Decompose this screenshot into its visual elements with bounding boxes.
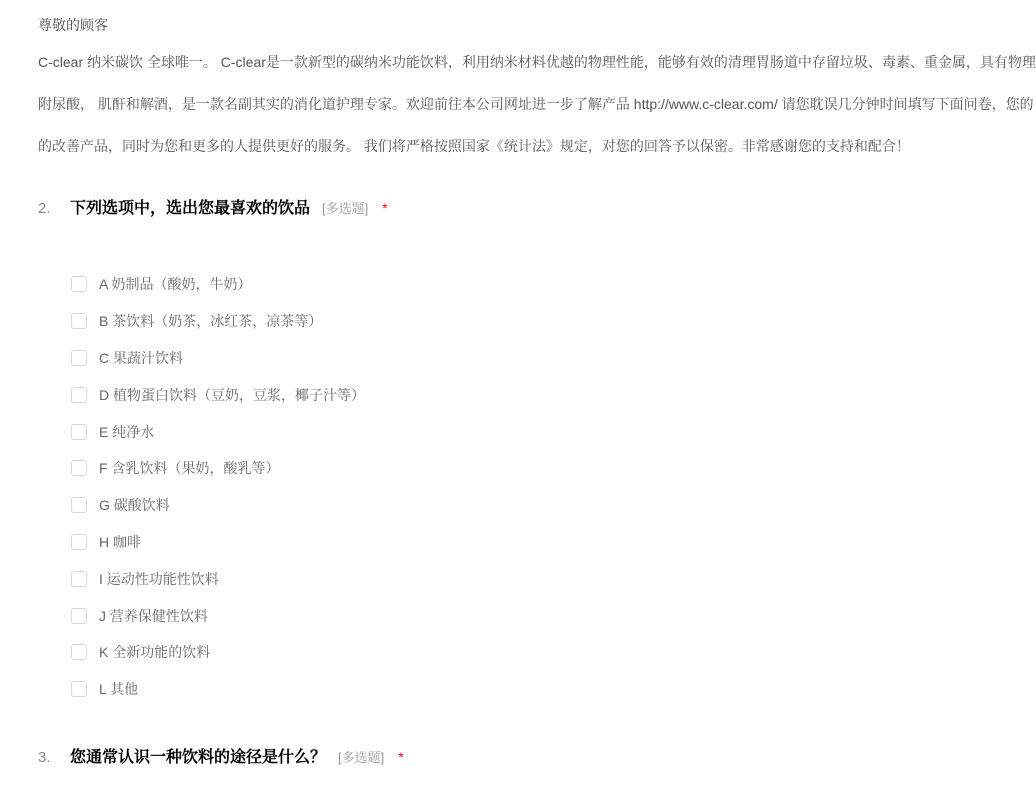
- option-checkbox[interactable]: [71, 276, 87, 292]
- intro-line: C-clear 纳米碳饮 全球唯一。 C-clear是一款新型的碳纳米功能饮料，利用纳米材料优越的物理性能，能够有效的清理胃肠道中存留垃圾、毒素、重金属，具有物理: [38, 54, 1036, 70]
- option-label[interactable]: K 全新功能的饮料: [99, 644, 211, 661]
- question-2: [38, 197, 900, 708]
- option-label[interactable]: G 碳酸饮料: [99, 497, 170, 514]
- option-label[interactable]: I 运动性功能性饮料: [99, 570, 219, 587]
- option-row[interactable]: [71, 413, 900, 450]
- option-label[interactable]: L 其他: [99, 681, 139, 698]
- option-label[interactable]: J 营养保健性饮料: [99, 607, 208, 624]
- option-label[interactable]: H 咖啡: [99, 533, 141, 550]
- option-row[interactable]: [71, 376, 900, 413]
- option-row[interactable]: [71, 634, 900, 671]
- option-checkbox[interactable]: [71, 534, 87, 550]
- option-checkbox[interactable]: [71, 460, 87, 476]
- option-label[interactable]: D 植物蛋白饮料（豆奶，豆浆，椰子汁等）: [99, 386, 365, 403]
- intro-line: 附尿酸， 肌酐和解酒，是一款名副其实的消化道护理专家。欢迎前往本公司网址进一步了解产品 http://www.c-clear.com/ 请您耽误几分钟时间填写下面问卷，您的: [38, 96, 1034, 112]
- option-checkbox[interactable]: [71, 608, 87, 624]
- option-checkbox[interactable]: [71, 571, 87, 587]
- question-type-tag: [多选题]: [338, 749, 385, 765]
- question-2-options: [71, 266, 900, 708]
- question-title: 下列选项中，选出您最喜欢的饮品: [70, 200, 311, 217]
- option-label[interactable]: E 纯净水: [99, 423, 155, 440]
- option-row[interactable]: [71, 303, 900, 340]
- option-checkbox[interactable]: [71, 387, 87, 403]
- greeting-text: 尊敬的顾客: [38, 17, 108, 33]
- option-row[interactable]: [71, 266, 900, 303]
- required-asterisk: *: [398, 748, 404, 765]
- option-checkbox[interactable]: [71, 424, 87, 440]
- question-2-header: [38, 197, 900, 220]
- question-number: 3.: [38, 748, 51, 766]
- required-asterisk: *: [382, 200, 388, 216]
- option-checkbox[interactable]: [71, 350, 87, 366]
- intro-paragraph: [38, 41, 1036, 167]
- option-row[interactable]: [71, 340, 900, 377]
- option-checkbox[interactable]: [71, 644, 87, 660]
- option-checkbox[interactable]: [71, 313, 87, 329]
- option-label[interactable]: F 含乳饮料（果奶，酸乳等）: [99, 460, 280, 477]
- option-row[interactable]: [71, 487, 900, 524]
- option-checkbox[interactable]: [71, 681, 87, 697]
- question-3-header: [38, 746, 900, 769]
- intro-line: 的改善产品，同时为您和更多的人提供更好的服务。 我们将严格按照国家《统计法》规定，对您的回答予以保密。非常感谢您的支持和配合！: [38, 138, 910, 154]
- question-title: 您通常认识一种饮料的途径是什么？: [70, 748, 327, 766]
- option-row[interactable]: [71, 597, 900, 634]
- option-label[interactable]: B 茶饮料（奶茶，冰红茶，凉茶等）: [99, 313, 323, 330]
- question-number: 2.: [38, 200, 51, 217]
- option-label[interactable]: A 奶制品（酸奶，牛奶）: [99, 276, 252, 293]
- question-3: [38, 746, 900, 769]
- option-row[interactable]: [71, 524, 900, 561]
- option-checkbox[interactable]: [71, 497, 87, 513]
- option-row[interactable]: [71, 671, 900, 708]
- option-row[interactable]: [71, 450, 900, 487]
- question-type-tag: [多选题]: [322, 201, 369, 216]
- option-label[interactable]: C 果蔬汁饮料: [99, 349, 183, 366]
- option-row[interactable]: [71, 560, 900, 597]
